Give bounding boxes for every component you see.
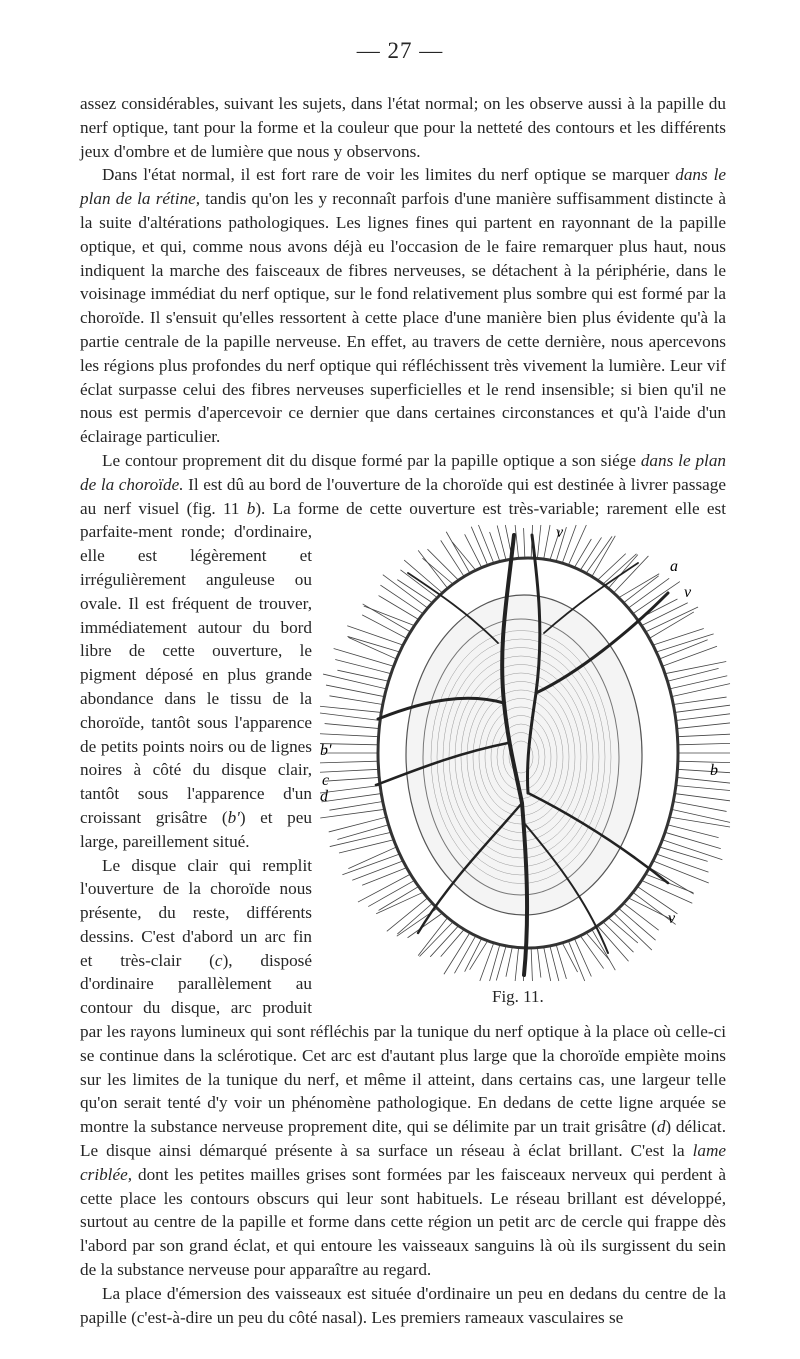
nerve-fibre-line bbox=[471, 527, 487, 566]
paragraph-4-emphasis-3: lame criblée, bbox=[80, 1141, 726, 1184]
nerve-fibre-line bbox=[675, 794, 730, 801]
nerve-fibre-line bbox=[320, 762, 378, 764]
nerve-fibre-line bbox=[347, 626, 403, 645]
nerve-fibre-line bbox=[337, 825, 388, 840]
paragraph-2 bbox=[80, 163, 726, 449]
nerve-fibre-line bbox=[574, 539, 591, 568]
label-b-prime: b' bbox=[320, 742, 332, 760]
nerve-fibre-line bbox=[676, 714, 730, 721]
nerve-fibre-line bbox=[441, 930, 464, 957]
nerve-fibre-line bbox=[515, 525, 518, 558]
nerve-fibre-line bbox=[531, 948, 532, 981]
paragraph-3-emphasis-1: dans le plan de la choroïde. bbox=[80, 450, 727, 494]
page-number: — 27 — bbox=[356, 38, 444, 63]
paragraph-4-emphasis-1: c bbox=[214, 950, 223, 970]
paragraph-3-part-d: ) et peu large, pareillement situé. bbox=[80, 807, 312, 851]
figure-11 bbox=[318, 523, 736, 1015]
nerve-fibre-line bbox=[633, 582, 680, 614]
nerve-fibre-line bbox=[656, 854, 708, 872]
paragraph-4-part-b: ), disposé d'ordinaire parallèlement au contour du disque, arc produit par les rayons lumineux qui sont réfléchis par la tunique du nerf optique à la place où celle-ci se continue dans la sclérotique. Cet arc est d'autant plus large que la choroïde empiète moins sur les limites de la tunique du nerf, et même il atteint, dans certains cas, une largeur telle qu'on serait tenté d'y voir un phénomène pathologique. En dedans de cette ligne arquée se montre la substance nerveuse proprement dite, qui se délimite par un trait grisâtre ( bbox=[80, 950, 726, 1137]
nerve-fibre-line bbox=[524, 528, 525, 558]
nerve-fibre-line bbox=[326, 685, 384, 697]
nerve-fibre-line bbox=[322, 794, 382, 802]
nerve-fibre-line bbox=[673, 697, 726, 704]
nerve-fibre-line bbox=[320, 713, 380, 721]
nerve-fibre-line bbox=[325, 724, 380, 729]
nerve-fibre-line bbox=[670, 817, 730, 827]
paragraph-4-emphasis-2: d bbox=[656, 1117, 666, 1137]
nerve-fibre-line bbox=[480, 943, 494, 981]
nerve-fibre-line bbox=[348, 637, 400, 653]
label-v-right: v bbox=[684, 584, 692, 602]
nerve-fibre-line bbox=[550, 946, 559, 981]
nerve-fibre-line bbox=[506, 947, 512, 977]
label-c: c bbox=[322, 772, 330, 790]
nerve-fibre-line bbox=[568, 525, 586, 565]
nerve-fibre-line bbox=[592, 536, 615, 577]
nerve-fibre-line bbox=[659, 847, 707, 861]
nerve-fibre-line bbox=[329, 696, 382, 705]
paragraph-2-part-b: tandis qu'on les y reconnaît parfois d'une manière suffisamment distincte à la suite d'altérations pathologiques. Les lignes fines qui partent en rayonnant de la papille optique, et qui, comme nous avons déjà eu l'occasion de le faire remarquer plus haut, nous indiquent la marche des faisceaux de fibres nerveuses, se détachent à la périphérie, dans le voisinage immédiat du nerf optique, sur le fond relativement plus sombre qui est formé par la choroïde. Il s'ensuit qu'elles ressortent à cette place d'une manière bien plus évidente qu'à la partie centrale de la papille nerveuse. En effet, au travers de cette dernière, nous apercevons les régions plus profondes du nerf optique qui réfléchissent très vivement la lumière. Leur vif éclat surpasse celui des fibres nerveuses superficielles et le rend insensible; si bien qu'il ne nous est permis d'apercevoir ce dernier que dans certaines circonstances et qu'à l'aide d'un éclairage particulier. bbox=[80, 189, 726, 447]
nerve-fibre-line bbox=[362, 615, 406, 639]
paragraph-4-part-c: ) délicat. Le disque ainsi démarqué présente à sa surface un réseau à éclat brillant. C'est la bbox=[80, 1117, 726, 1161]
nerve-fibre-line bbox=[362, 868, 406, 886]
nerve-fibre-line bbox=[515, 948, 518, 981]
nerve-fibre-line bbox=[676, 786, 730, 791]
paragraph-3-emphasis-2: b bbox=[246, 498, 256, 518]
nerve-fibre-line bbox=[325, 778, 380, 782]
nerve-fibre-line bbox=[670, 676, 728, 689]
label-b: b bbox=[710, 762, 718, 780]
nerve-fibre-line bbox=[329, 802, 382, 811]
nerve-fibre-line bbox=[653, 629, 704, 646]
nerve-fibre-line bbox=[339, 840, 394, 853]
figure-caption: Fig. 11. bbox=[492, 987, 544, 1007]
nerve-fibre-line bbox=[334, 649, 394, 667]
nerve-fibre-line bbox=[665, 833, 721, 849]
nerve-fibre-line bbox=[441, 541, 464, 577]
nerve-fibre-line bbox=[562, 525, 576, 563]
nerve-fibre-line bbox=[677, 770, 730, 773]
nerve-fibre-line bbox=[379, 596, 419, 620]
nerve-fibre-line bbox=[662, 647, 717, 667]
paragraph-3-part-c-start: ). La forme de cette ouverture est très-variable; rarement elle est parfaite- bbox=[80, 498, 726, 542]
nerve-fibre-line bbox=[677, 778, 730, 784]
nerve-fibre-line bbox=[397, 580, 432, 603]
nerve-fibre-line bbox=[653, 861, 709, 883]
nerve-fibre-line bbox=[678, 744, 730, 745]
nerve-fibre-line bbox=[379, 887, 419, 911]
label-v-bottom: v bbox=[668, 910, 676, 928]
nerve-fibre-line bbox=[478, 525, 493, 563]
nerve-fibre-line bbox=[537, 948, 540, 978]
nerve-fibre-line bbox=[677, 723, 730, 729]
nerve-fibre-line bbox=[619, 574, 660, 598]
nerve-fibre-line bbox=[667, 825, 718, 838]
nerve-fibre-line bbox=[544, 525, 550, 559]
nerve-fibre-line bbox=[603, 554, 637, 584]
paragraph-3-part-c-rest: ment ronde; d'ordinaire, elle est légèrement et irrégulièrement anguleuse ou ovale. Il est fréquent de trouver, immédiatement autour du bord libre de cette ouverture, le pigment déposé en plus grande abondance dans le tissu de la choroïde, tantôt sous l'apparence de petits points noirs ou de lignes noires à côté du disque clair, tantôt sous l'apparence d'un croissant grisâtre ( bbox=[80, 522, 312, 827]
nerve-fibre-line bbox=[329, 817, 387, 832]
nerve-fibre-line bbox=[678, 762, 730, 763]
nerve-fibre-line bbox=[646, 874, 694, 893]
nerve-fibre-line bbox=[320, 810, 384, 819]
optic-disc-illustration bbox=[318, 523, 736, 985]
nerve-fibre-line bbox=[497, 526, 506, 561]
paragraph-2-emphasis: dans le plan de la rétine, bbox=[80, 165, 727, 209]
nerve-fibre-line bbox=[537, 525, 540, 558]
nerve-fibre-line bbox=[320, 707, 381, 713]
nerve-fibre-line bbox=[568, 941, 584, 981]
nerve-fibre-line bbox=[649, 612, 693, 638]
nerve-fibre-line bbox=[672, 810, 730, 823]
nerve-fibre-line bbox=[580, 936, 603, 969]
nerve-fibre-line bbox=[677, 735, 730, 738]
paragraph-4-part-a: Le disque clair qui remplit l'ouverture de la choroïde nous présente, du reste, différents dessins. C'est d'abord un arc fin et très-clair ( bbox=[80, 855, 312, 970]
body-text bbox=[80, 92, 726, 1329]
nerve-fibre-line bbox=[452, 542, 475, 570]
nerve-fibre-line bbox=[642, 881, 693, 904]
label-v-top: v bbox=[556, 524, 564, 542]
nerve-fibre-line bbox=[665, 662, 726, 674]
paragraph-1: assez considérables, suivant les sujets, dans l'état normal; on les observe aussi à la papille du nerf optique, tant pour la forme et la couleur que pour la netteté des contours et les différents jeux d'ombre et de lumière que nous y observons. bbox=[80, 94, 726, 161]
nerve-fibre-line bbox=[628, 898, 673, 920]
paragraph-3-part-b: Il est dû au bord de l'ouverture de la choroïde qui est destinée à livrer passage au nerf visuel (fig. 11 bbox=[80, 474, 726, 518]
paragraph-3-part-a: Le contour proprement dit du disque formé par la papille optique a son siége bbox=[102, 450, 641, 470]
nerve-fibre-line bbox=[320, 734, 379, 737]
nerve-fibre-line bbox=[675, 706, 730, 713]
label-d: d bbox=[320, 788, 328, 806]
nerve-fibre-line bbox=[364, 606, 415, 626]
nerve-fibre-line bbox=[465, 535, 482, 568]
nerve-fibre-line bbox=[420, 922, 454, 957]
paragraph-4-part-d: dont les petites mailles grises sont formées par les faisceaux nerveux qui perdent à cette place les contours obscurs qui leur sont habituels. Le réseau brillant est développé, surtout au centre de la papille et forme dans cette région un petit arc de cercle qui frappe dès l'abord par son grand éclat, et qui entoure les vaisseaux sanguins là où ils surgissent du sein de la substance nerveuse pour apparaître au regard. bbox=[80, 1164, 726, 1280]
nerve-fibre-line bbox=[672, 684, 730, 697]
nerve-fibre-line bbox=[673, 802, 726, 812]
paragraph-2-part-a: Dans l'état normal, il est fort rare de voir les limites du nerf optique se marquer bbox=[102, 165, 676, 185]
nerve-fibre-line bbox=[592, 930, 615, 971]
paragraph-3-emphasis-3: b' bbox=[227, 807, 240, 827]
nerve-fibre-line bbox=[454, 936, 475, 973]
nerve-fibre-line bbox=[659, 640, 707, 659]
label-a: a bbox=[670, 558, 678, 576]
nerve-fibre-line bbox=[544, 947, 551, 981]
nerve-fibre-line bbox=[556, 945, 566, 979]
bright-arc bbox=[406, 595, 642, 915]
nerve-fibre-line bbox=[376, 893, 423, 914]
nerve-fibre-line bbox=[342, 854, 399, 875]
paragraph-5: La place d'émersion des vaisseaux est située d'ordinaire un peu en dedans du centre de la papille (c'est-à-dire un peu du côté nasal). Les premiers rameaux vasculaires se bbox=[80, 1283, 726, 1327]
